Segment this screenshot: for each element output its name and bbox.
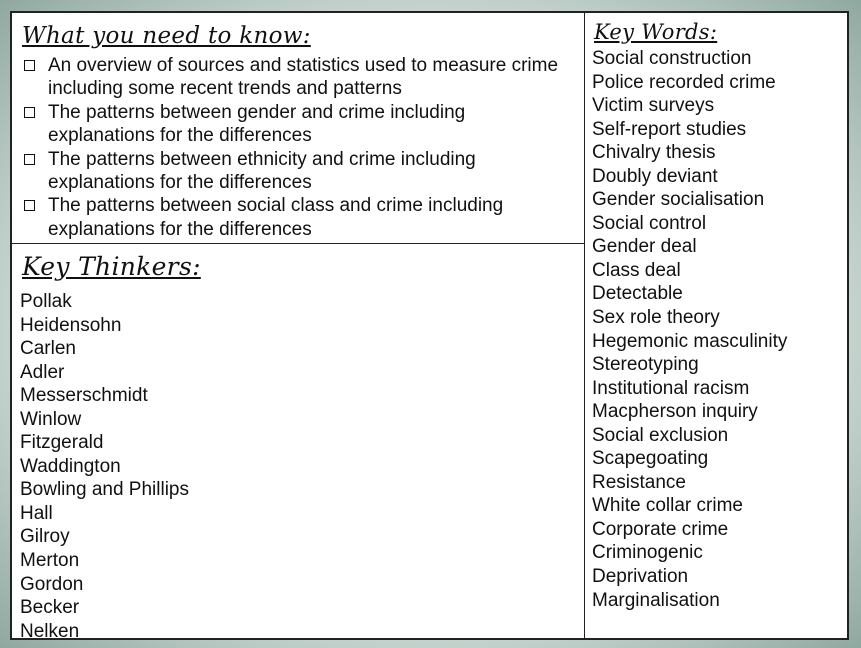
key-thinkers-heading: Key Thinkers: xyxy=(22,252,201,281)
checkbox-icon xyxy=(24,60,35,71)
key-thinker-item: Bowling and Phillips xyxy=(20,479,189,501)
key-word-item: Class deal xyxy=(592,259,681,281)
need-to-know-heading: What you need to know: xyxy=(22,23,311,49)
need-to-know-item xyxy=(22,194,574,241)
key-thinker-item: Adler xyxy=(20,361,65,383)
key-word-item: Resistance xyxy=(592,471,686,493)
key-thinker-item: Heidensohn xyxy=(20,314,122,336)
horizontal-divider xyxy=(12,243,584,244)
knowledge-organiser-sheet xyxy=(10,11,849,640)
need-to-know-item-text: The patterns between ethnicity and crime including explanations for the differences xyxy=(48,148,476,194)
key-thinker-item: Gordon xyxy=(20,573,84,595)
key-words-heading: Key Words: xyxy=(594,20,718,44)
need-to-know-item xyxy=(22,54,574,101)
key-thinker-item: Pollak xyxy=(20,291,72,312)
key-thinker-item: Nelken xyxy=(20,620,80,642)
key-word-item: Scapegoating xyxy=(592,448,709,470)
vertical-divider xyxy=(584,13,585,638)
key-words-section xyxy=(592,18,842,612)
need-to-know-item-text: An overview of sources and statistics used to measure crime including some recent trends and patterns xyxy=(48,55,559,100)
key-word-item: Marginalisation xyxy=(592,589,720,611)
need-to-know-item-text: The patterns between social class and crime including explanations for the differences xyxy=(48,195,504,240)
key-word-item: Corporate crime xyxy=(592,518,729,540)
key-thinker-item: Hall xyxy=(20,502,53,524)
key-word-item: Gender socialisation xyxy=(592,189,765,211)
key-thinkers-section xyxy=(20,251,570,643)
key-thinker-item: Winlow xyxy=(20,408,82,430)
key-word-item: Social control xyxy=(592,212,707,234)
need-to-know-item-text: The patterns between gender and crime including explanations for the differences xyxy=(48,101,466,147)
checkbox-icon xyxy=(24,107,35,118)
checkbox-icon xyxy=(24,154,35,165)
key-word-item: Deprivation xyxy=(592,566,689,588)
key-word-item: Self-report studies xyxy=(592,118,747,140)
key-word-item: Chivalry thesis xyxy=(592,142,716,164)
key-word-item: Social construction xyxy=(592,48,752,69)
key-word-item: Institutional racism xyxy=(592,377,750,399)
key-word-item: Hegemonic masculinity xyxy=(592,330,788,352)
need-to-know-section xyxy=(22,21,574,241)
key-thinker-item: Carlen xyxy=(20,338,76,360)
key-thinker-item: Messerschmidt xyxy=(20,385,148,407)
key-word-item: Macpherson inquiry xyxy=(592,401,758,423)
key-word-item: Stereotyping xyxy=(592,354,699,376)
key-words-list xyxy=(592,47,842,612)
key-thinkers-list xyxy=(20,290,570,643)
key-thinker-item: Gilroy xyxy=(20,526,70,548)
key-word-item: Police recorded crime xyxy=(592,71,776,93)
key-thinker-item: Merton xyxy=(20,550,80,572)
key-word-item: Criminogenic xyxy=(592,542,703,564)
key-word-item: White collar crime xyxy=(592,495,743,517)
key-thinker-item: Becker xyxy=(20,597,80,619)
need-to-know-list xyxy=(22,54,574,241)
key-word-item: Sex role theory xyxy=(592,307,720,329)
key-word-item: Social exclusion xyxy=(592,424,729,446)
checkbox-icon xyxy=(24,200,35,211)
key-word-item: Victim surveys xyxy=(592,95,715,117)
key-word-item: Gender deal xyxy=(592,236,697,258)
key-word-item: Detectable xyxy=(592,283,683,305)
key-thinker-item: Fitzgerald xyxy=(20,432,104,454)
need-to-know-item xyxy=(22,101,574,148)
key-word-item: Doubly deviant xyxy=(592,165,718,187)
key-thinker-item: Waddington xyxy=(20,455,121,477)
need-to-know-item xyxy=(22,148,574,195)
